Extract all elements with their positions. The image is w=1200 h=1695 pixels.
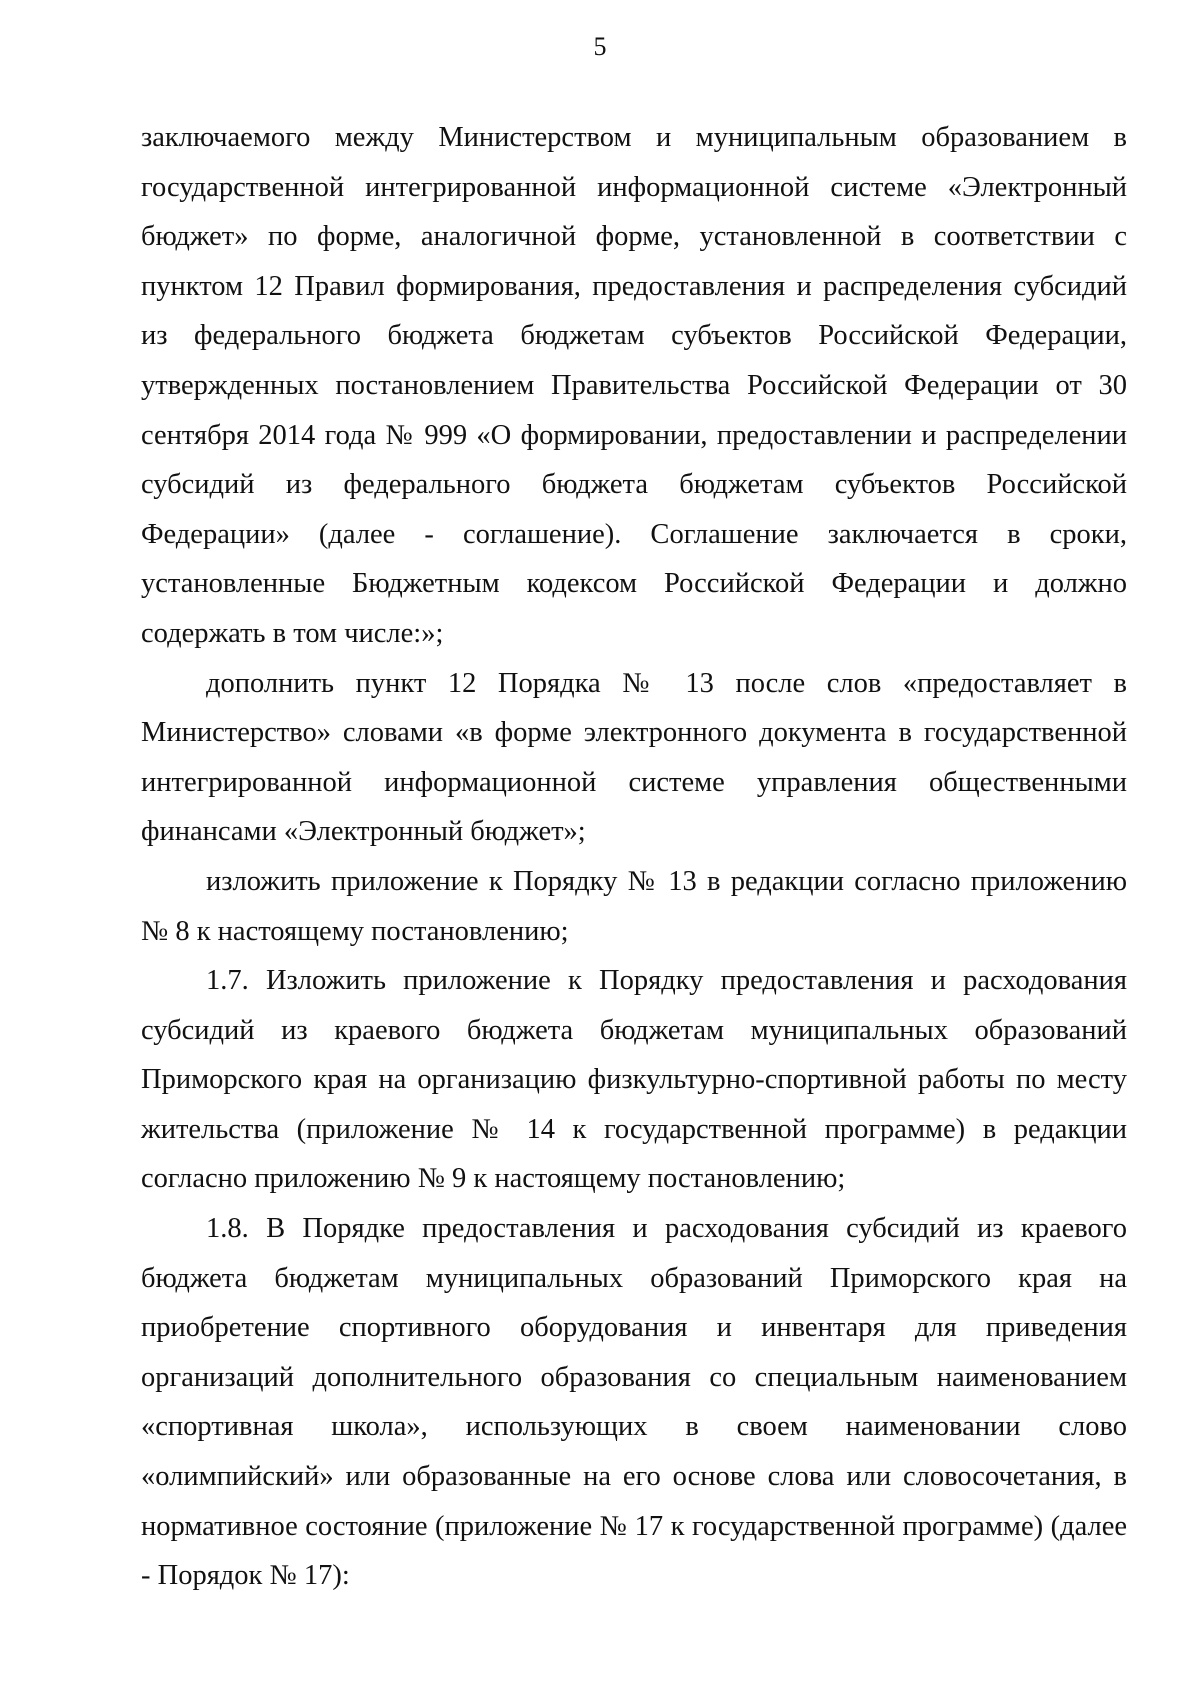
paragraph-amend-appendix-13: изложить приложение к Порядку № 13 в редакции согласно приложению № 8 к настоящему постановлению;: [141, 865, 1127, 947]
paragraph-section-1-8: 1.8. В Порядке предоставления и расходования субсидий из краевого бюджета бюджетам муниципальных образований Приморского края на приобретение спортивного оборудования и инвентаря для приведения организаций дополнительного образования со специальным наименованием «спортивная школа», использующих в своем наименовании слово «олимпийский» или образованные на его основе слова или словосочетания, в нормативное состояние (приложение № 17 к государственной программе) (далее - Порядок № 17):: [141, 1213, 1127, 1592]
document-body: [141, 113, 1127, 1601]
paragraph-section-1-7: 1.7. Изложить приложение к Порядку предоставления и расходования субсидий из краевого бюджета бюджетам муниципальных образований Приморского края на организацию физкультурно-спортивной работы по месту жительства (приложение № 14 к государственной программе) в редакции согласно приложению № 9 к настоящему постановлению;: [141, 965, 1127, 1195]
paragraph-continuation: заключаемого между Министерством и муниципальным образованием в государственной интегрированной информационной системе «Электронный бюджет» по форме, аналогичной форме, установленной в соответствии с пунктом 12 Правил формирования, предоставления и распределения субсидий из федерального бюджета бюджетам субъектов Российской Федерации, утвержденных постановлением Правительства Российской Федерации от 30 сентября 2014 года № 999 «О формировании, предоставлении и распределении субсидий из федерального бюджета бюджетам субъектов Российской Федерации» (далее - соглашение). Соглашение заключается в сроки, установленные Бюджетным кодексом Российской Федерации и должно содержать в том числе:»;: [141, 122, 1127, 649]
paragraph-amend-item-12: дополнить пункт 12 Порядка № 13 после слов «предоставляет в Министерство» словами «в форме электронного документа в государственной интегрированной информационной системе управления общественными финансами «Электронный бюджет»;: [141, 667, 1127, 848]
page-number: 5: [593, 32, 607, 61]
